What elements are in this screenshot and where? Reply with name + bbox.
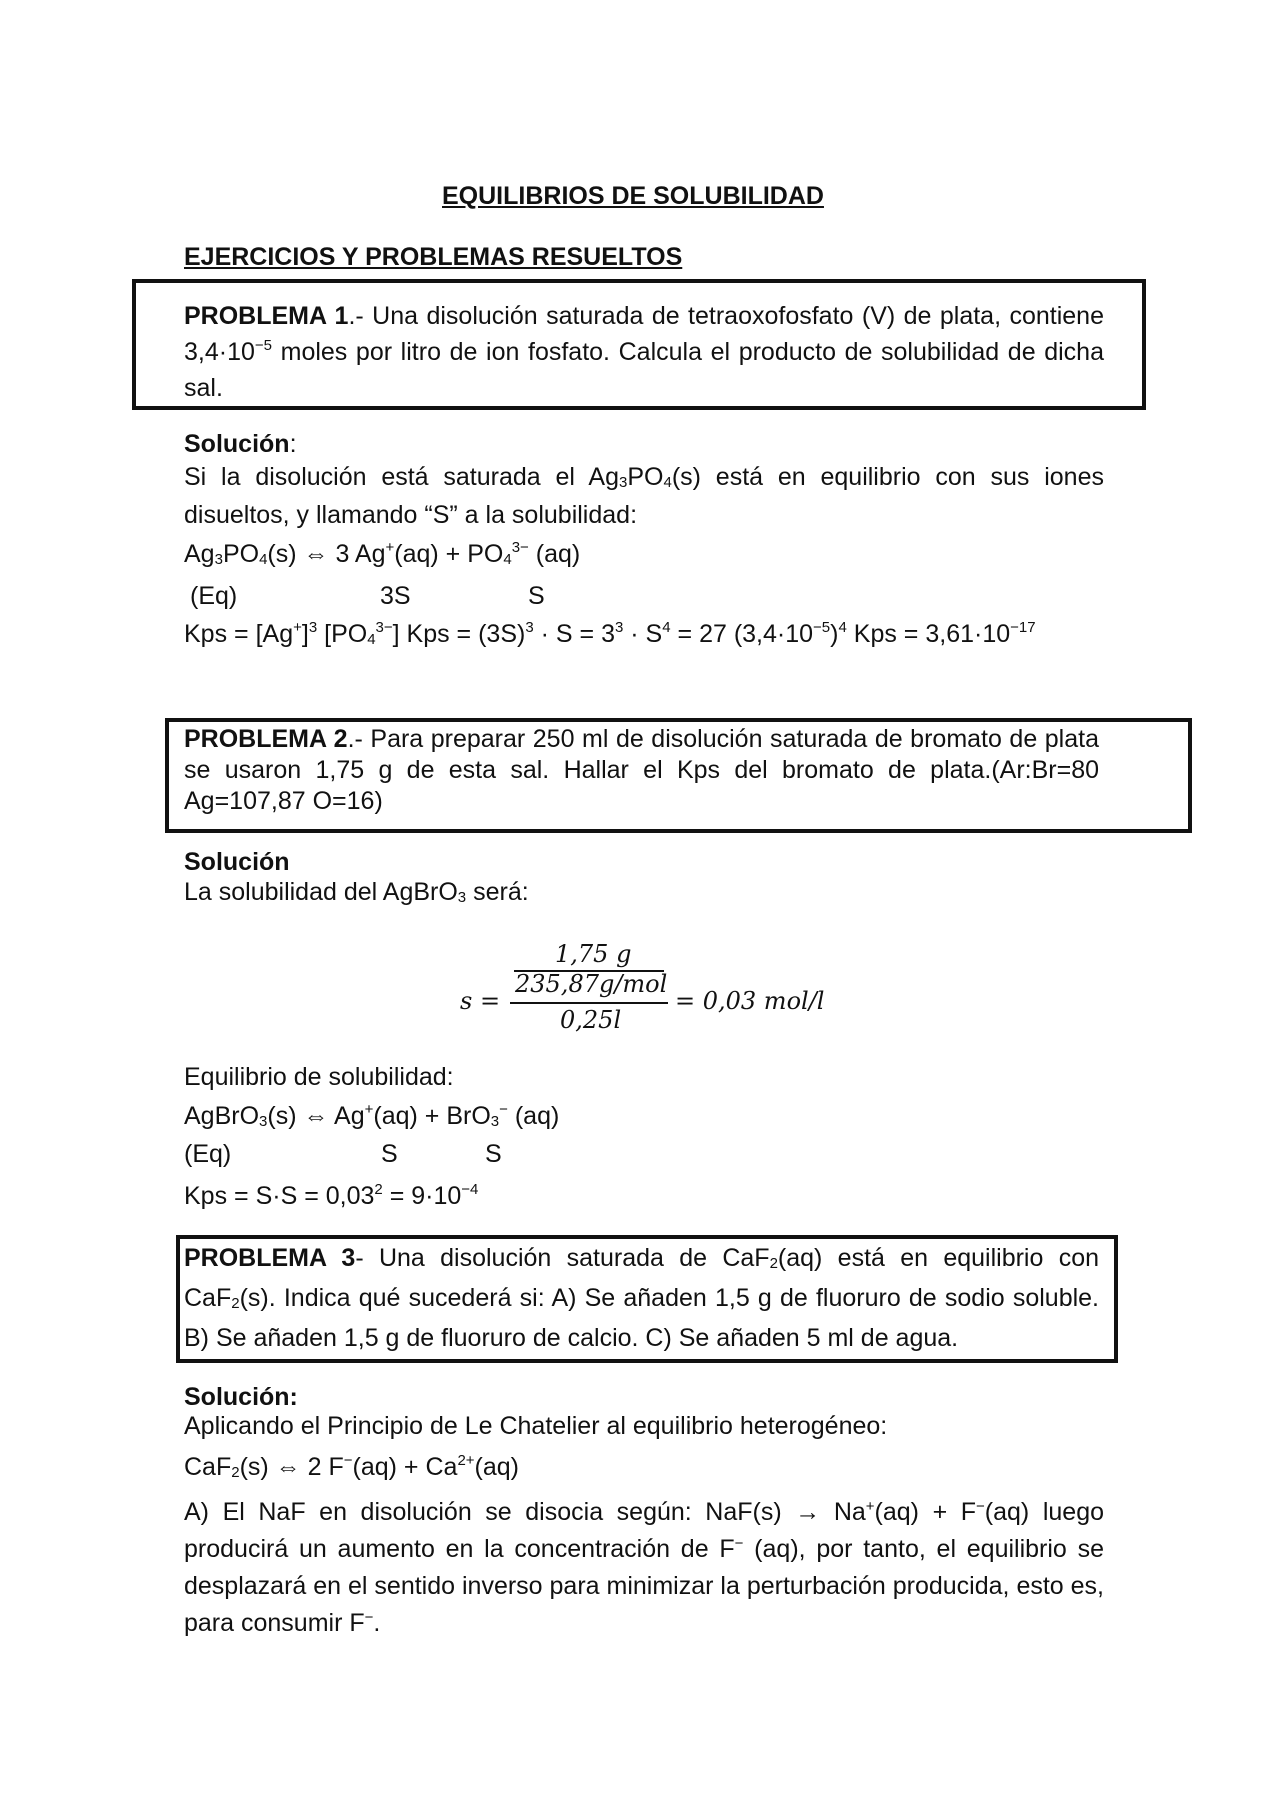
solution-2-eq-title: Equilibrio de solubilidad:: [184, 1063, 454, 1091]
solution-2-eq-value-1: S: [381, 1140, 398, 1168]
solution-3-intro: Aplicando el Principio de Le Chatelier al equilibrio heterogéneo:: [184, 1412, 888, 1440]
solution-2-eq-value-2: S: [485, 1140, 502, 1168]
solution-1-equilibrium: $Ag_3PO_4(s)$ ⇔ 3 $Ag^+(aq) + PO_4^{3-}$ (aq): [184, 539, 581, 568]
formula-numerator-bottom: 235,87g/mol: [515, 970, 668, 998]
solution-3-heading: Solución:: [184, 1383, 298, 1411]
page-subtitle: EJERCICIOS Y PROBLEMAS RESUELTOS: [184, 243, 683, 271]
formula-numerator-top: 1,75 g: [555, 940, 632, 968]
problem-2-label: PROBLEMA 2: [184, 725, 348, 753]
solution-3-paragraph: A) El NaF en disolución se disocia según: NaF(s) → Na+(aq) + F−(aq) luego producirá un aumento en la concentración de F− (aq), por tanto, el equilibrio se desplazará en el sentido inverso para minimizar la perturbación producida, esto es, para consumir F−.: [184, 1498, 1104, 1637]
solution-2-equilibrium: AgBrO$_3$(s) ⇔ Ag+(aq) + BrO$_3$− (aq): [184, 1101, 560, 1130]
problem-1-text: PROBLEMA 1.- Una disolución saturada de tetraoxofosfato (V) de plata, contiene $3,4\cdot 10^{-5}$ moles por litro de ion fosfato. Calcula el producto de solubilidad de dicha sal.: [184, 302, 1104, 402]
formula-main-bar: [510, 1002, 668, 1004]
page-title: EQUILIBRIOS DE SOLUBILIDAD: [442, 182, 824, 210]
solution-3-equilibrium: CaF$_2$(s) ⇔ 2 $F^-(aq) + Ca^{2+}(aq)$: [184, 1452, 520, 1481]
solution-1-kps: Kps = $[Ag^+]^3$ $[PO_4^{3-}]$ Kps = $(3S)^3 \cdot S = 3^3 \cdot S^4 = 27$ $(3,4\cdot 10^{-5})^4$ Kps = $3,61\cdot 10^{-17}$: [184, 619, 1036, 648]
solution-1-eq-label: (Eq): [190, 582, 238, 610]
solution-1-heading: Solución:: [184, 430, 297, 458]
solution-2-heading: Solución: [184, 848, 290, 876]
problem-3-text: PROBLEMA 3- Una disolución saturada de CaF$_2$(aq) está en equilibrio con CaF$_2$(s). Indica qué sucederá si: A) Se añaden 1,5 g de fluoruro de sodio soluble. B) Se añaden 1,5 g de fluoruro de calcio. C) Se añaden 5 ml de agua.: [184, 1244, 1100, 1352]
formula-rhs: = 0,03 mol/l: [675, 987, 825, 1015]
solution-1-eq-value-1: 3S: [380, 582, 411, 610]
solution-2-intro: La solubilidad del AgBrO$_3$ será:: [184, 878, 529, 906]
solution-2-kps: Kps = $S\cdot S = 0,03^2 = 9\cdot 10^{-4}$: [184, 1181, 479, 1210]
problem-2-text: PROBLEMA 2.- Para preparar 250 ml de disolución saturada de bromato de plata se usaron 1,75 g de esta sal. Hallar el Kps del bromato de plata.(Ar:Br=80 Ag=107,87 O=16): [184, 725, 1099, 815]
solution-1-eq-value-2: S: [528, 582, 545, 610]
problem-1-label: PROBLEMA 1: [184, 302, 349, 330]
solution-2-eq-label: (Eq): [184, 1140, 232, 1168]
formula-lhs: s =: [460, 987, 501, 1015]
problem-3-label: PROBLEMA 3: [184, 1244, 356, 1272]
solution-1-intro: Si la disolución está saturada el $Ag_3PO_4(s)$ está en equilibrio con sus iones disueltos, y llamando “S” a la solubilidad:: [184, 463, 1104, 529]
formula-denominator: 0,25l: [560, 1006, 622, 1034]
